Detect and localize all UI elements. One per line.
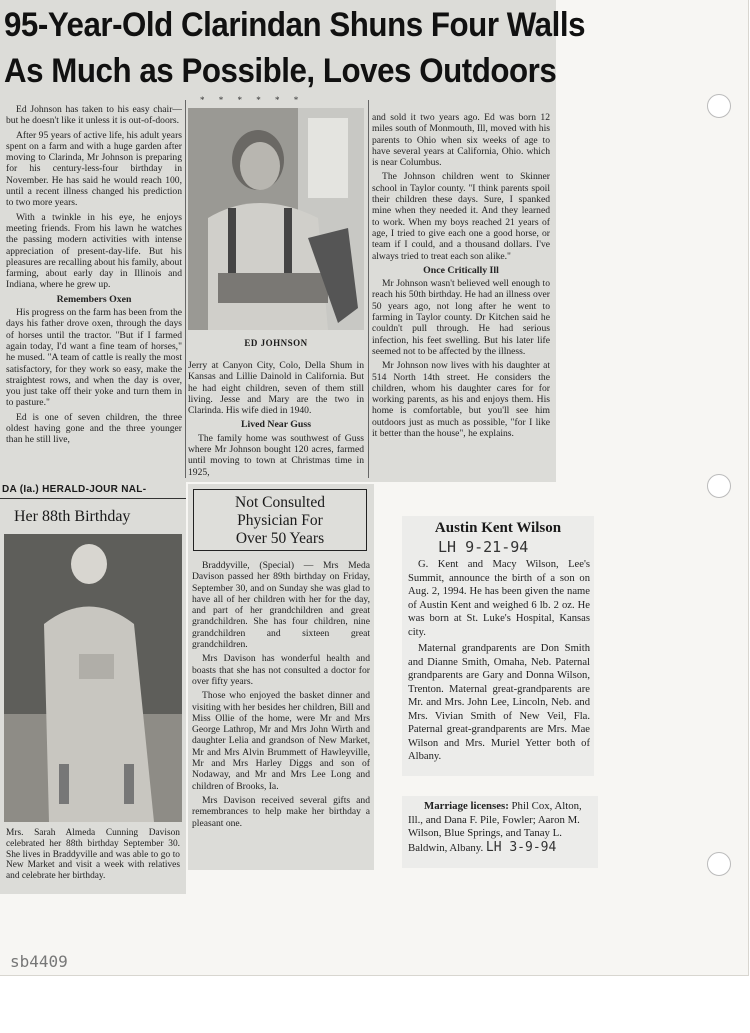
paragraph: Ed Johnson has taken to his easy chair—but he doesn't like it unless it is out-of-doors. xyxy=(6,104,182,127)
photo-caption: ED JOHNSON xyxy=(244,338,308,348)
binder-hole xyxy=(707,474,731,498)
subheading: Once Critically Ill xyxy=(423,264,499,276)
decorative-stars: * * * * * * xyxy=(200,95,305,105)
article-clipping-johnson xyxy=(0,0,586,482)
lead-text: Marriage licenses: xyxy=(424,800,509,812)
paragraph: Those who enjoyed the basket dinner and visiting with her besides her children, Bill and Miss Ollie of the home, were Mr and Mrs George Lathrop, Mr and Mrs John Wirth and daughter Lelia and grandson of New Market, Mr and Mrs Alvin Brummett of Hawleyville, Mr and Mrs Harley Diggs and son of Nodaway, and Mr and Mrs Lee Long and children of Brooks, Ia. xyxy=(192,690,370,792)
photo-sarah-davison xyxy=(4,534,182,822)
newspaper-masthead: DA (Ia.) HERALD-JOUR NAL- xyxy=(2,484,147,495)
article-title: Austin Kent Wilson xyxy=(434,520,562,536)
article-clipping-88th-birthday xyxy=(0,482,186,894)
portrait-image xyxy=(4,534,182,822)
paragraph: Mr Johnson now lives with his daughter at 514 North 14th street. He considers the children, whom his daughter cares for for working parents, as his and enjoys them. His home is comfortable, but you'll see him outdoors just as much as possible, "for I like it better than the house", he explains. xyxy=(372,360,550,440)
portrait-image xyxy=(188,108,364,330)
article-body xyxy=(408,800,594,855)
masthead-rule xyxy=(0,498,186,499)
headline-line-2: As Much as Possible, Loves Outdoors xyxy=(4,52,557,90)
photo-ed-johnson xyxy=(188,108,364,330)
column-rule xyxy=(368,100,369,478)
title-line: Not Consulted xyxy=(235,494,325,511)
paragraph: The Johnson children went to Skinner school in Taylor county. "I think parents spoil their children these days. Sure, I spanked mine when they needed it. And they learned to work. When my boys reached 21 years of age, I tried to give each one a good horse, or team if I could, and a thousand dollars. I've always tried to treat each son alike." xyxy=(372,171,550,262)
paragraph: Ed is one of seven children, the three oldest having gone and the three younger than he still live, xyxy=(6,411,182,446)
subheading: Remembers Oxen xyxy=(56,293,132,305)
page-identifier: sb4409 xyxy=(10,952,68,971)
article-body xyxy=(192,560,370,868)
handwritten-date: LH 9-21-94 xyxy=(438,538,529,556)
paragraph: His progress on the farm has been from the days his father drove oxen, through the days of horses until the tractor. "But if I farmed again today, I'd want a fine team of horses," he mused. "A team of cattle is really the most satisfactory, for they work so easy, make the straightest rows, and when the day is over, you just take off their yoke and turn them in to pasture." xyxy=(6,307,182,409)
article-column-3 xyxy=(372,112,550,478)
title-line: Over 50 Years xyxy=(235,530,325,547)
headline-line-1: 95-Year-Old Clarindan Shuns Four Walls xyxy=(4,6,586,44)
paragraph: With a twinkle in his eye, he enjoys meeting friends. From his lawn he watches the passing modern activities with intense appreciation of present-day-life. But his pleasures are recalling about his family, about farming, about early day in Illinois and Indiana, where he grew up. xyxy=(6,211,182,291)
paragraph: G. Kent and Macy Wilson, Lee's Summit, announce the birth of a son on Aug. 2, 1994. He has been given the name of Austin Kent and weighed 6 lb. 2 oz. He was born at St. Luke's Hospital, Kansas city. xyxy=(408,559,590,638)
article-clipping-marriage-licenses xyxy=(402,796,598,868)
article-title-box xyxy=(193,489,367,551)
binder-hole xyxy=(707,94,731,118)
photo-caption: Mrs. Sarah Almeda Cunning Davison celebrated her 88th birthday September 30. She lives in Braddyville and was able to go to New Market and visit a week with relatives and celebrate her birthday. xyxy=(6,828,180,882)
license-text: Phil Cox, Alton, Ill., and Dana F. Pile, Fowler; Aaron M. Wilson, Blue Springs, and Tanay L. Baldwin, Albany. xyxy=(408,800,582,854)
title-line: Physician For xyxy=(237,512,323,529)
handwritten-date: LH 3-9-94 xyxy=(485,839,557,855)
article-body xyxy=(408,558,590,772)
article-column-1 xyxy=(6,104,182,476)
paragraph: The family home was southwest of Guss where Mr Johnson bought 120 acres, farmed until moving to town at Christmas time in 1925, xyxy=(188,432,364,478)
article-column-2 xyxy=(188,360,364,478)
subheading: Lived Near Guss xyxy=(240,419,312,431)
article-clipping-davison xyxy=(188,484,374,870)
article-title: Her 88th Birthday xyxy=(14,508,131,525)
column-rule xyxy=(185,100,186,478)
paragraph: Mrs Davison has wonderful health and boasts that she has not consulted a doctor for over fifty years. xyxy=(192,653,370,687)
paragraph: After 95 years of active life, his adult years spent on a farm and with a huge garden after moving to Clarinda, Mr Johnson is preparing for his century-less-four birthday in November. He has said he would reach 100, until a recent illness changed his prediction to two more years. xyxy=(6,129,182,209)
article-clipping-wilson-birth xyxy=(402,516,594,776)
paragraph: Braddyville, (Special) — Mrs Meda Davison passed her 89th birthday on Friday, September 30, and on Sunday she was glad to have all of her children with her for the day, and part of her grandchildren and great grandchildren. She has four children, nine grandchildren and sixteen great grandchildren. xyxy=(192,560,370,651)
paragraph: Mr Johnson wasn't believed well enough to reach his 50th birthday. He had an illness over 50 years ago, not long after he went to farming in Taylor county. Dr Kitchen said he couldn't pull through. He had serious infection, his feet swelling. But his later life seemed not to be affected by the illness. xyxy=(372,278,550,357)
paragraph: Jerry at Canyon City, Colo, Della Shum in Kansas and Lillie Dainold in California. But he had eight children, seven of them still living. Jesse and Mary are the two in Clarinda. His wife died in 1940. xyxy=(188,360,364,417)
paragraph: and sold it two years ago. Ed was born 12 miles south of Monmouth, Ill, moved with his parents to Ohio when six weeks of age to have several years at California, Ohio. which is near Columbus. xyxy=(372,112,550,169)
paragraph: Mrs Davison received several gifts and remembrances to help make her birthday a pleasant one. xyxy=(192,794,370,829)
binder-hole xyxy=(707,852,731,876)
paragraph: Maternal grandparents are Don Smith and Dianne Smith, Omaha, Neb. Paternal grandparents are Gary and Donna Wilson, Trenton. Maternal great-grandparents are Mr. and Mrs. John Lee, Lincoln, Neb. and Mrs. Vivian Smith of New Veil, Fla. Paternal great-grandparents are Mrs. Mae Wilson and Mrs. Muriel Yetter both of Albany. xyxy=(408,643,590,762)
